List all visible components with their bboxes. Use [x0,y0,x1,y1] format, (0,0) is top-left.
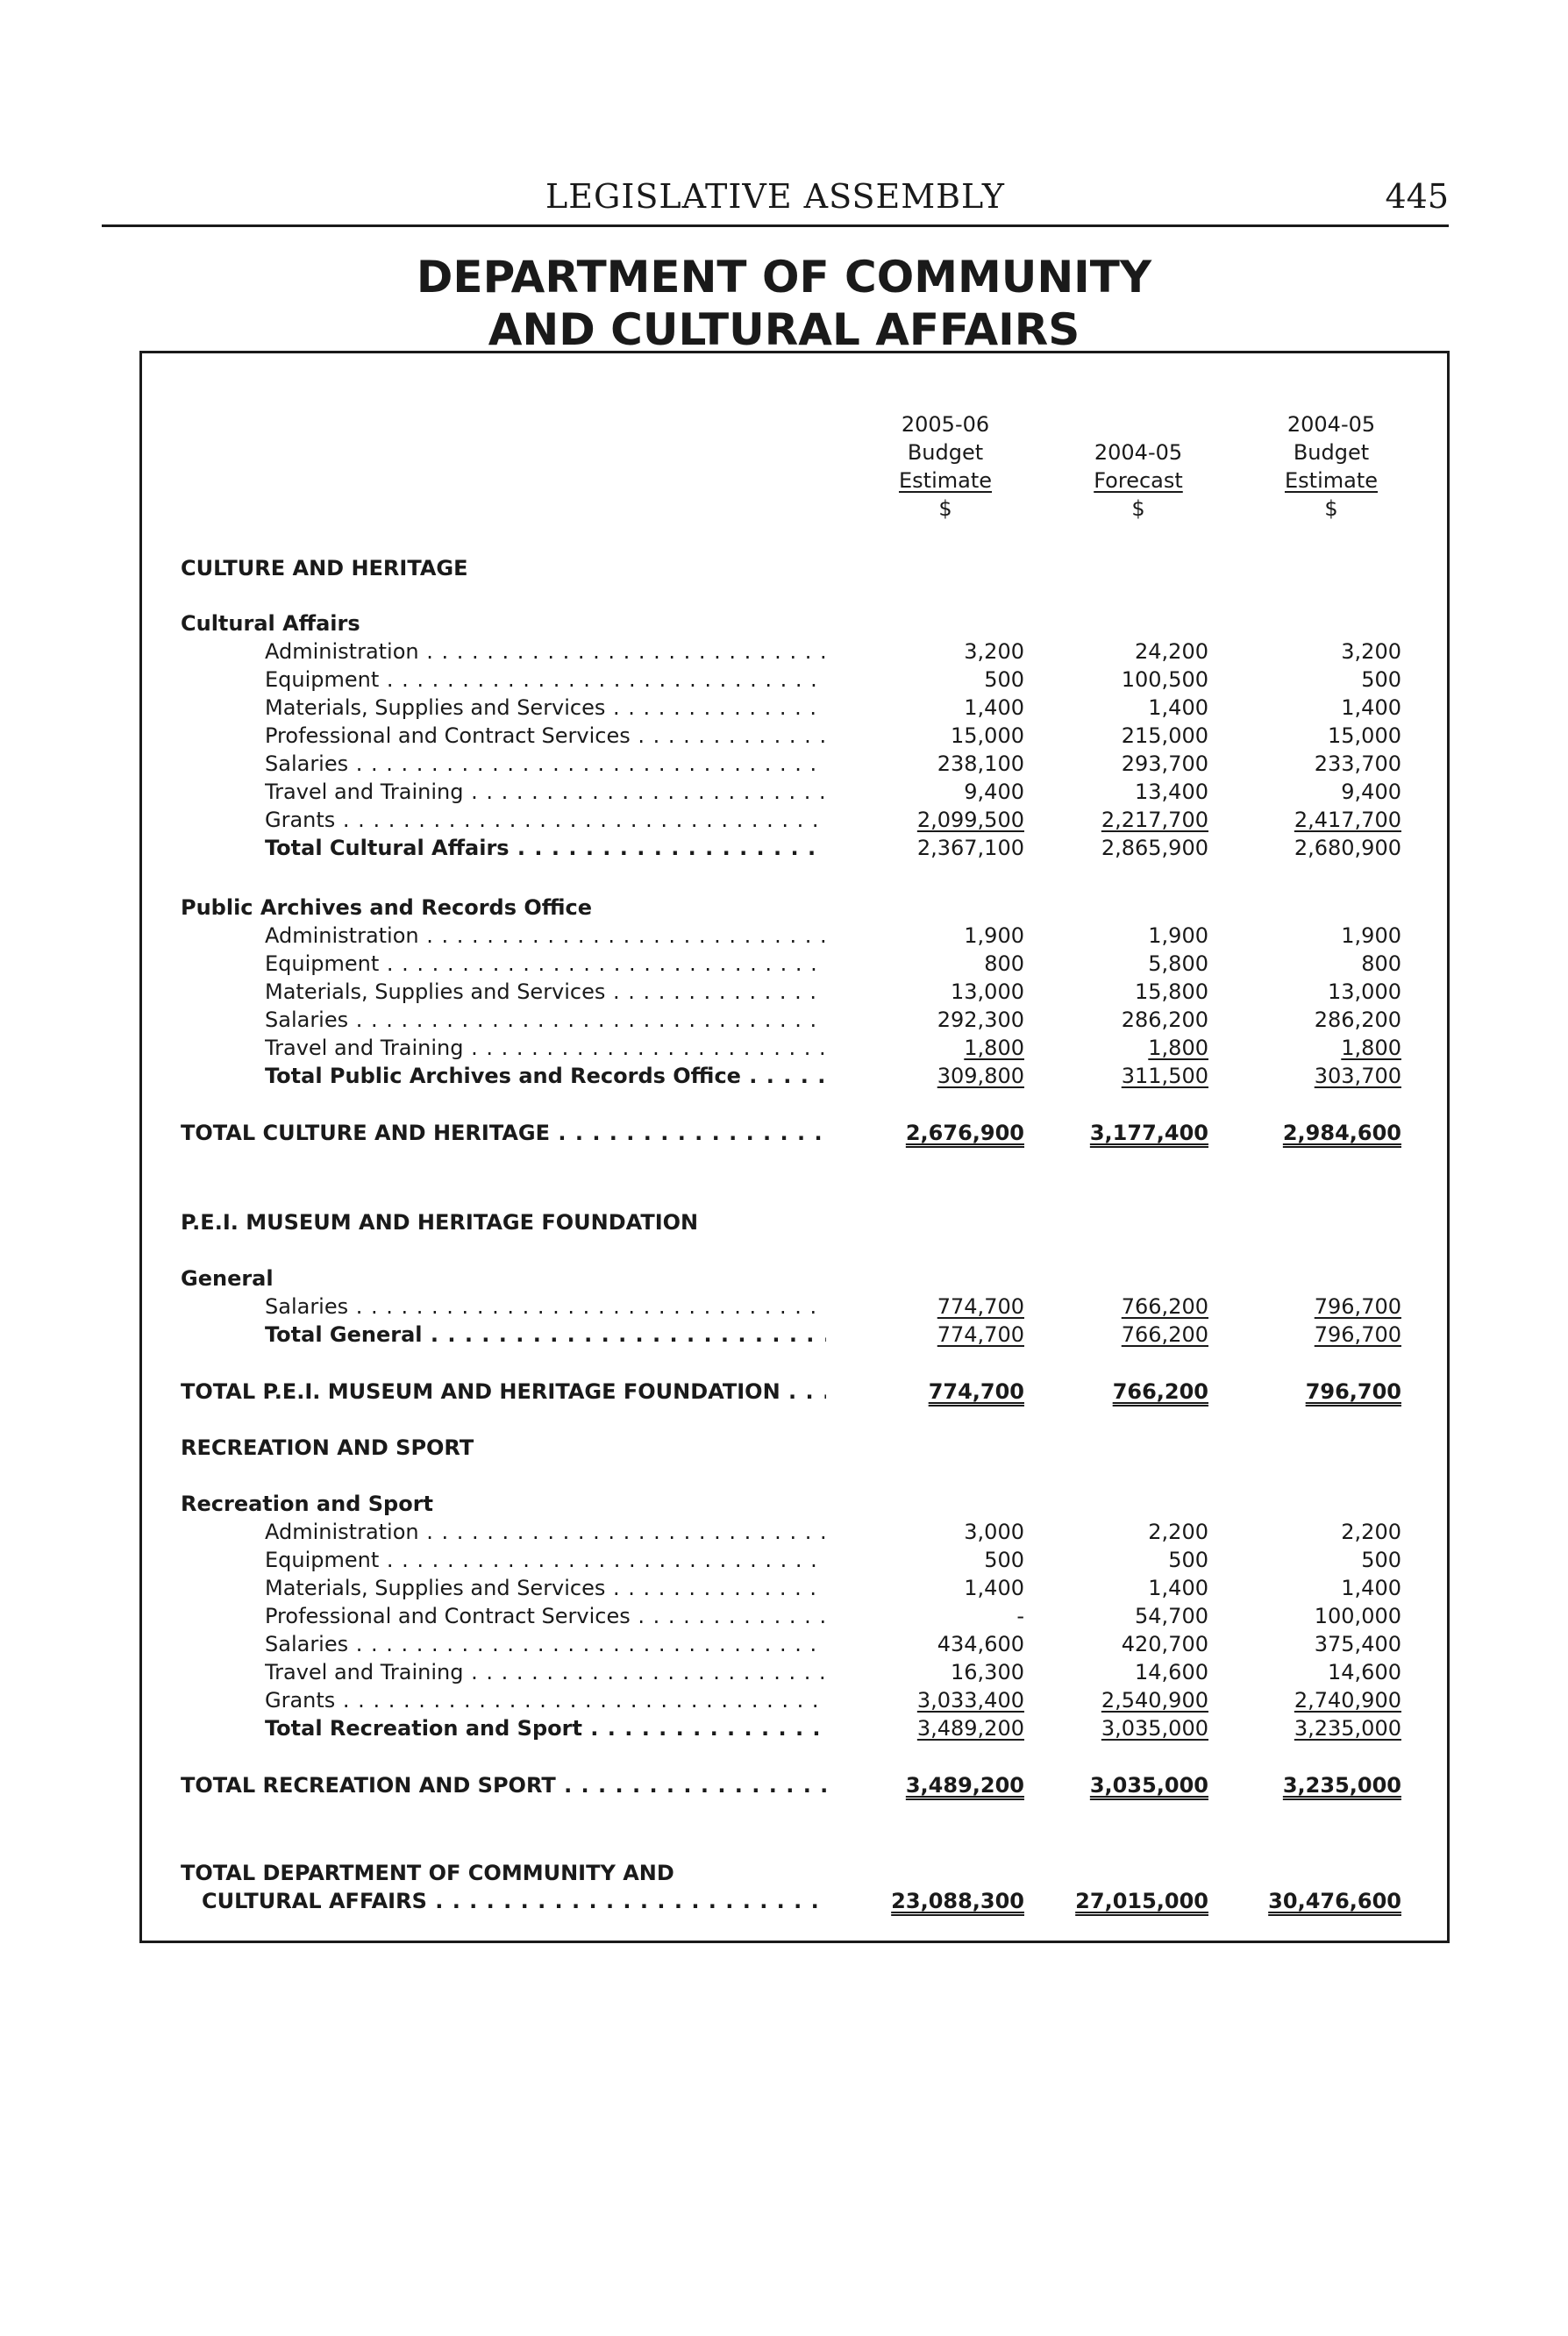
section-total-row [0,1119,1435,1147]
table-row [0,637,1435,666]
value-2004-05-estimate: 2,200 [1341,1520,1401,1544]
subsection-heading-label: General [181,1266,274,1291]
table-row [0,1658,1435,1686]
table-row [0,1602,1435,1630]
value-2005-06-estimate: 774,700 [937,1294,1024,1319]
column-header-line: Estimate [898,468,992,493]
department-title-line1: DEPARTMENT OF COMMUNITY [416,252,1152,303]
value-2004-05-forecast: 2,540,900 [1101,1688,1208,1713]
value-2004-05-estimate: 1,800 [1341,1036,1401,1060]
section-heading-label: CULTURE AND HERITAGE [181,556,468,580]
column-header-line [1042,410,1235,438]
subsection-heading [0,894,1435,922]
table-row [0,1293,1435,1321]
value-2004-05-forecast: 54,700 [1135,1604,1208,1628]
section-heading [0,554,1435,582]
value-2004-05-estimate: 1,900 [1341,923,1401,948]
table-row [0,722,1435,750]
value-2004-05-forecast: 1,900 [1148,923,1208,948]
table-row [0,750,1435,778]
value-2004-05-forecast: 500 [1168,1548,1208,1572]
column-header-2004-05-forecast [1042,410,1235,523]
value-2004-05-forecast: 27,015,000 [1075,1889,1208,1913]
section-total-row [0,1771,1435,1799]
column-header-2004-05-estimate [1235,410,1428,523]
department-title-line2: AND CULTURAL AFFAIRS [488,304,1080,355]
table-row [0,1686,1435,1714]
value-2005-06-estimate: 1,900 [964,923,1024,948]
row-label: Professional and Contract Services . . . [265,722,826,750]
table-row [0,1518,1435,1546]
department-total-row [0,1887,1435,1915]
value-2005-06-estimate: 15,000 [951,723,1024,748]
table-row [0,922,1435,950]
value-2005-06-estimate: 9,400 [964,780,1024,804]
value-2005-06-estimate: 3,489,200 [905,1773,1024,1798]
value-2004-05-estimate: 15,000 [1328,723,1401,748]
row-label: TOTAL DEPARTMENT OF COMMUNITY AND [181,1861,674,1885]
value-2004-05-estimate: 1,400 [1341,1576,1401,1600]
value-2005-06-estimate: 1,400 [964,695,1024,720]
section-heading-label: RECREATION AND SPORT [181,1435,474,1460]
value-2004-05-forecast: 100,500 [1121,667,1208,692]
table-row [0,694,1435,722]
row-label: Total General . . . [265,1321,826,1349]
row-label: Materials, Supplies and Services . . . [265,978,826,1006]
table-row [0,1034,1435,1062]
value-2004-05-forecast: 2,217,700 [1101,808,1208,832]
value-2004-05-estimate: 3,235,000 [1282,1773,1401,1798]
column-header-line: Forecast [1094,468,1183,493]
value-2005-06-estimate: 3,033,400 [916,1688,1024,1713]
value-2004-05-forecast: 14,600 [1135,1660,1208,1684]
row-label: Materials, Supplies and Services . . . [265,1574,826,1602]
value-2005-06-estimate: 16,300 [951,1660,1024,1684]
table-row [0,666,1435,694]
subtotal-row [0,834,1435,862]
subsection-heading-label: Recreation and Sport [181,1492,433,1516]
value-2004-05-forecast: 2,865,900 [1101,836,1208,860]
department-title [0,251,1568,356]
value-2004-05-forecast: 3,177,400 [1089,1121,1208,1145]
value-2004-05-forecast: 1,800 [1148,1036,1208,1060]
row-label: Salaries . . . [265,1006,826,1034]
value-2004-05-estimate: 100,000 [1314,1604,1401,1628]
value-2005-06-estimate: 1,800 [964,1036,1024,1060]
value-2005-06-estimate: 309,800 [937,1064,1024,1088]
row-label: CULTURAL AFFAIRS . . . [202,1887,826,1915]
column-header-line: 2004-05 [1094,440,1183,465]
value-2004-05-estimate: 1,400 [1341,695,1401,720]
column-header-line: 2005-06 [901,412,990,437]
value-2004-05-estimate: 13,000 [1328,979,1401,1004]
row-label: Total Recreation and Sport . . . [265,1714,826,1742]
row-label: Grants . . . [265,806,826,834]
value-2004-05-forecast: 766,200 [1112,1379,1208,1404]
row-label: Salaries . . . [265,750,826,778]
row-label: Salaries . . . [265,1630,826,1658]
value-2004-05-estimate: 800 [1361,951,1401,976]
value-2005-06-estimate: 434,600 [937,1632,1024,1656]
row-label: Administration . . . [265,1518,826,1546]
table-row [0,1006,1435,1034]
value-2005-06-estimate: 774,700 [928,1379,1024,1404]
value-2005-06-estimate: 23,088,300 [891,1889,1024,1913]
value-2004-05-estimate: 286,200 [1314,1008,1401,1032]
column-header-line: Estimate [1284,468,1378,493]
value-2004-05-estimate: 2,417,700 [1294,808,1401,832]
value-2004-05-estimate: 3,200 [1341,639,1401,664]
value-2004-05-estimate: 2,984,600 [1282,1121,1401,1145]
row-label: Equipment . . . [265,666,826,694]
row-label: Grants . . . [265,1686,826,1714]
value-2004-05-forecast: 311,500 [1121,1064,1208,1088]
subsection-heading [0,1490,1435,1518]
column-header-unit: $ [938,496,952,521]
table-row [0,1630,1435,1658]
row-label: Total Cultural Affairs . . . [265,834,826,862]
value-2004-05-estimate: 3,235,000 [1294,1716,1401,1741]
value-2005-06-estimate: 292,300 [937,1008,1024,1032]
value-2005-06-estimate: 1,400 [964,1576,1024,1600]
department-total-heading [0,1859,1435,1887]
row-label: Professional and Contract Services . . . [265,1602,826,1630]
value-2004-05-estimate: 14,600 [1328,1660,1401,1684]
value-2005-06-estimate: 3,489,200 [916,1716,1024,1741]
value-2004-05-forecast: 3,035,000 [1101,1716,1208,1741]
value-2004-05-estimate: 30,476,600 [1268,1889,1401,1913]
section-heading [0,1434,1435,1462]
value-2004-05-forecast: 24,200 [1135,639,1208,664]
table-row [0,978,1435,1006]
header-title: LEGISLATIVE ASSEMBLY [545,177,1005,216]
value-2005-06-estimate: 2,676,900 [905,1121,1024,1145]
value-2004-05-estimate: 303,700 [1314,1064,1401,1088]
value-2004-05-forecast: 1,400 [1148,695,1208,720]
value-2004-05-forecast: 215,000 [1121,723,1208,748]
subtotal-row [0,1714,1435,1742]
row-label: Travel and Training . . . [265,778,826,806]
section-total-row [0,1378,1435,1406]
table-row [0,806,1435,834]
value-2005-06-estimate: 3,200 [964,639,1024,664]
value-2004-05-estimate: 233,700 [1314,751,1401,776]
value-2005-06-estimate: 13,000 [951,979,1024,1004]
value-2004-05-forecast: 13,400 [1135,780,1208,804]
value-2004-05-estimate: 500 [1361,1548,1401,1572]
row-label: Equipment . . . [265,950,826,978]
row-label: Equipment . . . [265,1546,826,1574]
table-row [0,778,1435,806]
subsection-heading-label: Public Archives and Records Office [181,895,593,920]
value-2004-05-forecast: 1,400 [1148,1576,1208,1600]
value-2004-05-estimate: 796,700 [1305,1379,1401,1404]
value-2004-05-forecast: 5,800 [1148,951,1208,976]
table-row [0,1574,1435,1602]
row-label: Materials, Supplies and Services . . . [265,694,826,722]
value-2005-06-estimate: 2,367,100 [916,836,1024,860]
row-label: TOTAL RECREATION AND SPORT . . . [181,1771,826,1799]
column-header-line: 2004-05 [1286,412,1376,437]
column-header-line: Budget [1293,440,1370,465]
row-label: Travel and Training . . . [265,1658,826,1686]
value-2004-05-forecast: 2,200 [1148,1520,1208,1544]
section-heading-label: P.E.I. MUSEUM AND HERITAGE FOUNDATION [181,1210,699,1235]
value-2005-06-estimate: 500 [984,667,1024,692]
subtotal-row [0,1062,1435,1090]
value-2005-06-estimate: 500 [984,1548,1024,1572]
row-label: Travel and Training . . . [265,1034,826,1062]
value-2004-05-forecast: 286,200 [1121,1008,1208,1032]
value-2004-05-forecast: 15,800 [1135,979,1208,1004]
value-2004-05-estimate: 2,740,900 [1294,1688,1401,1713]
row-label: TOTAL P.E.I. MUSEUM AND HERITAGE FOUNDATION . . . [181,1378,826,1406]
column-header-unit: $ [1131,496,1145,521]
value-2004-05-forecast: 293,700 [1121,751,1208,776]
row-label: Administration . . . [265,637,826,666]
row-label: Salaries . . . [265,1293,826,1321]
value-2005-06-estimate: 774,700 [937,1322,1024,1347]
column-header-line: Budget [907,440,984,465]
subsection-heading [0,609,1435,637]
value-2004-05-estimate: 796,700 [1314,1322,1401,1347]
page-number: 445 [1385,177,1449,216]
column-header-2005-06-estimate [849,410,1042,523]
value-2004-05-forecast: 766,200 [1121,1322,1208,1347]
value-2005-06-estimate: - [1016,1604,1024,1628]
value-2005-06-estimate: 800 [984,951,1024,976]
column-header-unit: $ [1324,496,1338,521]
value-2004-05-estimate: 500 [1361,667,1401,692]
row-label: Total Public Archives and Records Office . . . [265,1062,826,1090]
section-heading [0,1208,1435,1236]
value-2004-05-forecast: 766,200 [1121,1294,1208,1319]
subtotal-row [0,1321,1435,1349]
table-row [0,950,1435,978]
value-2005-06-estimate: 3,000 [964,1520,1024,1544]
table-row [0,1546,1435,1574]
subsection-heading-label: Cultural Affairs [181,611,360,636]
value-2004-05-estimate: 9,400 [1341,780,1401,804]
value-2004-05-estimate: 796,700 [1314,1294,1401,1319]
subsection-heading [0,1264,1435,1293]
row-label: TOTAL CULTURE AND HERITAGE . . . [181,1119,826,1147]
page-header [102,175,1449,227]
value-2004-05-estimate: 375,400 [1314,1632,1401,1656]
value-2005-06-estimate: 238,100 [937,751,1024,776]
value-2004-05-forecast: 420,700 [1121,1632,1208,1656]
value-2005-06-estimate: 2,099,500 [916,808,1024,832]
value-2004-05-forecast: 3,035,000 [1089,1773,1208,1798]
row-label: Administration . . . [265,922,826,950]
value-2004-05-estimate: 2,680,900 [1294,836,1401,860]
